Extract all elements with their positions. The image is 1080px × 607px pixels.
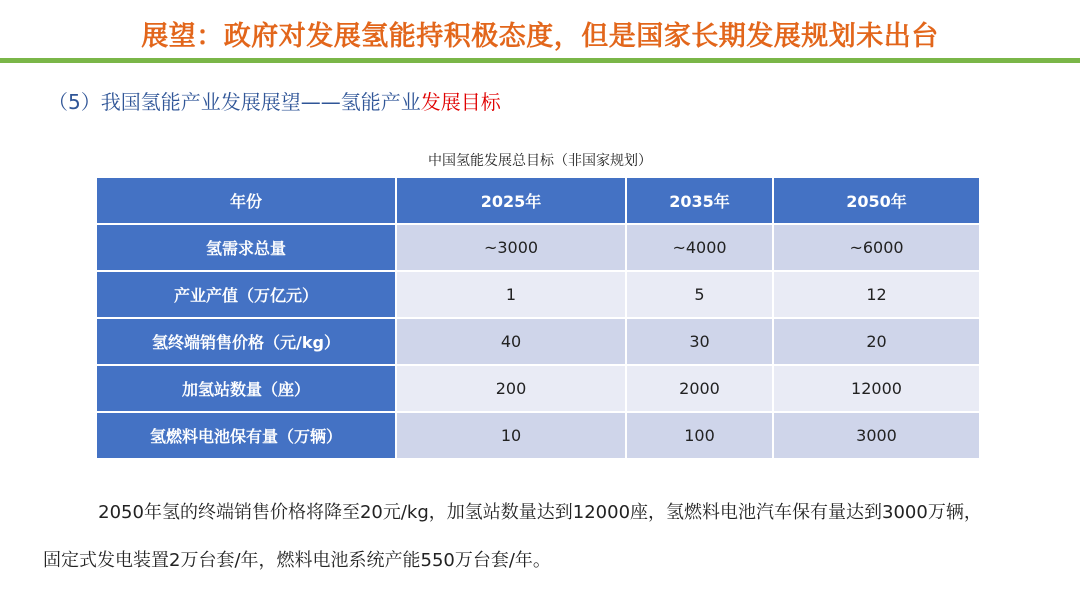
row-label: 加氢站数量（座） (96, 365, 396, 412)
table-cell: 2000 (626, 365, 773, 412)
table-cell: 100 (626, 412, 773, 459)
table-header-row (96, 177, 980, 224)
row-label: 氢需求总量 (96, 224, 396, 271)
row-label: 氢燃料电池保有量（万辆） (96, 412, 396, 459)
table-cell: 5 (626, 271, 773, 318)
table-cell: 30 (626, 318, 773, 365)
table-cell: 12000 (773, 365, 980, 412)
header-cell-2035: 2035年 (626, 177, 773, 224)
hydrogen-goals-table (95, 176, 981, 460)
table-row (96, 318, 980, 365)
row-label: 产业产值（万亿元） (96, 271, 396, 318)
table-row (96, 365, 980, 412)
table-cell: 1 (396, 271, 626, 318)
table-cell: ~4000 (626, 224, 773, 271)
table-cell: ~6000 (773, 224, 980, 271)
section-subheading (48, 86, 501, 115)
table-cell: 10 (396, 412, 626, 459)
summary-line-2: 固定式发电装置2万台套/年，燃料电池系统产能550万台套/年。 (43, 550, 551, 571)
header-cell-2025: 2025年 (396, 177, 626, 224)
table-cell: 200 (396, 365, 626, 412)
header-cell-year: 年份 (96, 177, 396, 224)
header-cell-2050: 2050年 (773, 177, 980, 224)
table-row (96, 224, 980, 271)
title-divider (0, 58, 1080, 63)
summary-line-1: 2050年氢的终端销售价格将降至20元/kg，加氢站数量达到12000座，氢燃料电池汽车保有量达到3000万辆， (98, 502, 982, 523)
table-cell: 40 (396, 318, 626, 365)
table-cell: ~3000 (396, 224, 626, 271)
title-bar (0, 0, 1080, 62)
table-cell: 12 (773, 271, 980, 318)
table-row (96, 412, 980, 459)
table-caption: 中国氢能发展总目标（非国家规划） (428, 153, 652, 169)
table-cell: 20 (773, 318, 980, 365)
page-title: 展望：政府对发展氢能持积极态度，但是国家长期发展规划未出台 (141, 21, 939, 52)
table-row (96, 271, 980, 318)
subheading-highlight: 发展目标 (420, 90, 501, 114)
subheading-prefix: （5）我国氢能产业发展展望——氢能产业 (48, 90, 421, 114)
table-cell: 3000 (773, 412, 980, 459)
row-label: 氢终端销售价格（元/kg） (96, 318, 396, 365)
